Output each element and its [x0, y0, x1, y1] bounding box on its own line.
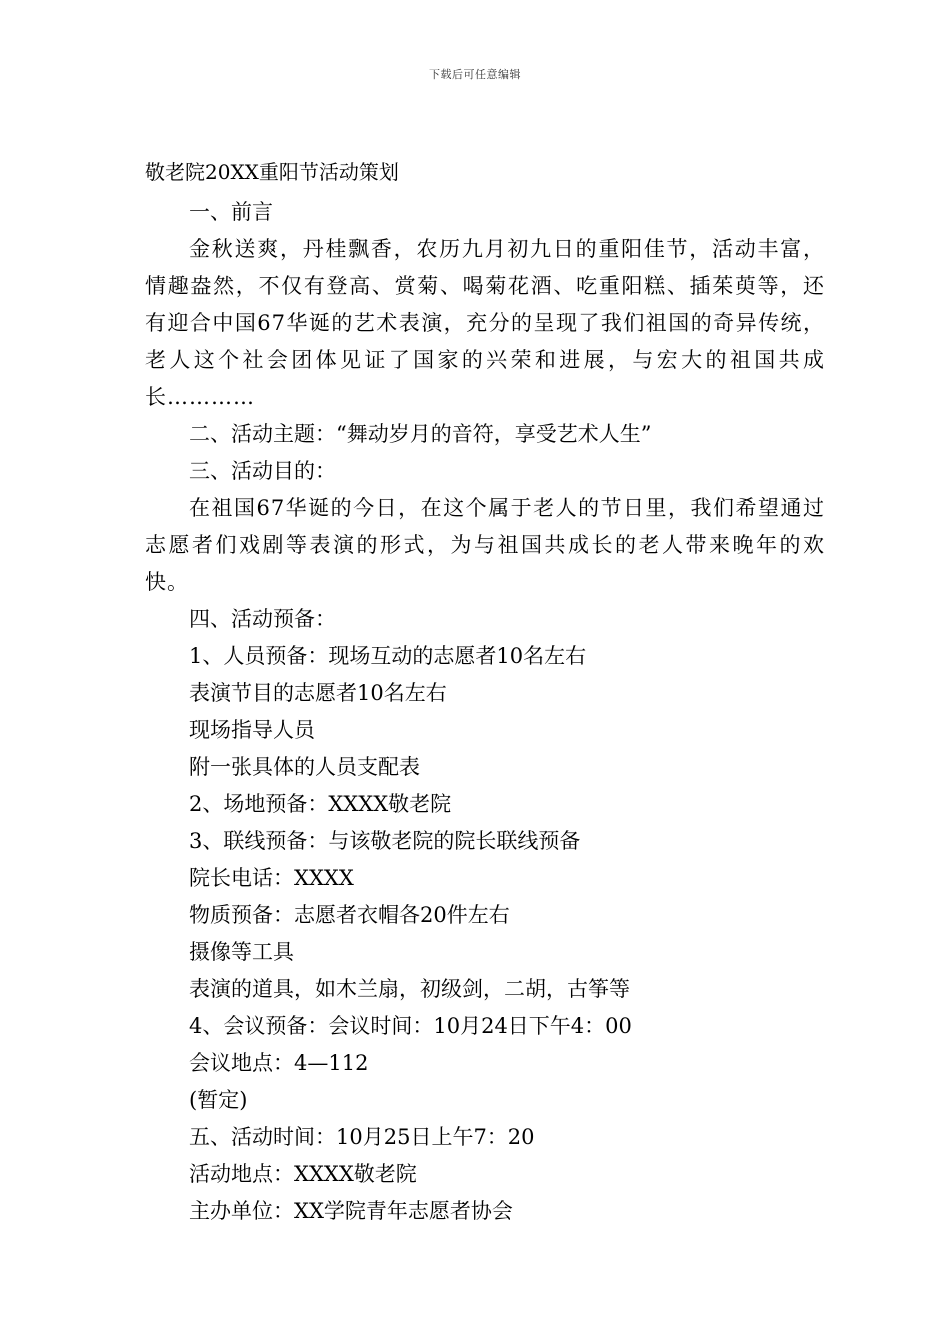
section-heading-time: 五、活动时间：10月25日上午7：20: [189, 1125, 535, 1149]
section-heading-preface: 一、前言: [189, 200, 273, 224]
preparation-line: 摄像等工具: [189, 940, 294, 964]
preparation-line: (暂定): [189, 1088, 248, 1112]
preface-paragraph: 金秋送爽，丹桂飘香，农历九月初九日的重阳佳节，活动丰富，情趣盎然，不仅有登高、赏菊、喝菊花酒、吃重阳糕、插茱萸等，还有迎合中国67华诞的艺术表演，充分的呈现了我们祖国的奇异传统，老人这个社会团体见证了国家的兴荣和进展，与宏大的祖国共成长…………: [145, 237, 825, 409]
document-title: 敬老院20XX重阳节活动策划: [145, 160, 399, 184]
preparation-line: 表演的道具，如木兰扇，初级剑，二胡，古筝等: [189, 977, 630, 1001]
purpose-paragraph: 在祖国67华诞的今日，在这个属于老人的节日里，我们希望通过志愿者们戏剧等表演的形式，为与祖国共成长的老人带来晚年的欢快。: [145, 496, 825, 594]
header-note: 下载后可任意编辑: [429, 68, 521, 81]
preparation-line: 1、人员预备：现场互动的志愿者10名左右: [189, 644, 587, 668]
document-body: [145, 156, 825, 1230]
preparation-line: 院长电话：XXXX: [189, 866, 354, 890]
organizer-line: 主办单位：XX学院青年志愿者协会: [189, 1199, 513, 1223]
event-location-line: 活动地点：XXXX敬老院: [189, 1162, 417, 1186]
preparation-line: 4、会议预备：会议时间：10月24日下午4：00: [189, 1014, 632, 1038]
section-heading-purpose: 三、活动目的：: [189, 459, 336, 483]
section-heading-theme: 二、活动主题：“舞动岁月的音符，享受艺术人生”: [189, 422, 652, 446]
preparation-line: 表演节目的志愿者10名左右: [189, 681, 447, 705]
preparation-line: 会议地点：4—112: [189, 1051, 369, 1075]
preparation-line: 3、联线预备：与该敬老院的院长联线预备: [189, 829, 581, 853]
preparation-line: 2、场地预备：XXXX敬老院: [189, 792, 452, 816]
preparation-line: 物质预备：志愿者衣帽各20件左右: [189, 903, 510, 927]
section-heading-preparation: 四、活动预备：: [189, 607, 336, 631]
preparation-line: 现场指导人员: [189, 718, 315, 742]
preparation-line: 附一张具体的人员支配表: [189, 755, 420, 779]
